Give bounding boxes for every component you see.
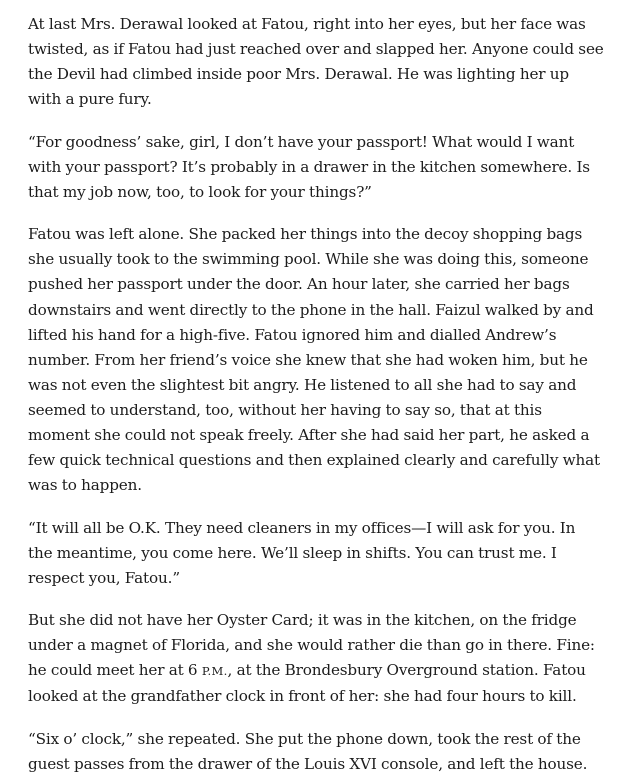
- paragraph-1: At last Mrs. Derawal looked at Fatou, right into her eyes, but her face was twisted, as if Fatou had just reached over and slapped her. Anyone could see the Devil had climbed inside poor Mrs. Derawal. He was lighting her up with a pure fury.: [28, 15, 604, 109]
- paragraph-5-part-2: , at the Brondesbury Overground station. Fatou looked at the grandfather clock in front of her: she had four hours to kill.: [28, 661, 586, 706]
- paragraph-3: Fatou was left alone. She packed her things into the decoy shopping bags she usually took to the swimming pool. While she was doing this, someone pushed her passport under the door. An hour later, she carried her bags downstairs and went directly to the phone in the hall. Faizul walked by and lifted his hand for a high-five. Fatou ignored him and dialled Andrew’s number. From her friend’s voice she knew that she had woken him, but he was not even the slightest bit angry. He listened to all she had to say and seemed to understand, too, without her having to say so, that at this moment she could not speak freely. After she had said her part, he asked a few quick technical questions and then explained clearly and carefully what was to happen.: [28, 225, 600, 495]
- paragraph-5: [28, 608, 604, 709]
- time-marker: P.M.: [201, 664, 228, 679]
- paragraph-4: “It will all be O.K. They need cleaners in my offices—I will ask for you. In the meantime, you come here. We’ll sleep in shifts. You can trust me. I respect you, Fatou.”: [28, 518, 576, 587]
- paragraph-6: “Six o’ clock,” she repeated. She put the phone down, took the rest of the guest passes from the drawer of the Louis XVI console, and left the house.: [28, 729, 588, 773]
- paragraph-2: “For goodness’ sake, girl, I don’t have your passport! What would I want with your passport? It’s probably in a drawer in the kitchen somewhere. Is that my job now, too, to look for your things?”: [28, 132, 590, 201]
- paragraph-5-part-1: But she did not have her Oyster Card; it was in the kitchen, on the fridge under a magnet of Florida, and she would rather die than go in there. Fine: he could meet her at 6: [28, 611, 595, 680]
- story-text: [28, 12, 604, 777]
